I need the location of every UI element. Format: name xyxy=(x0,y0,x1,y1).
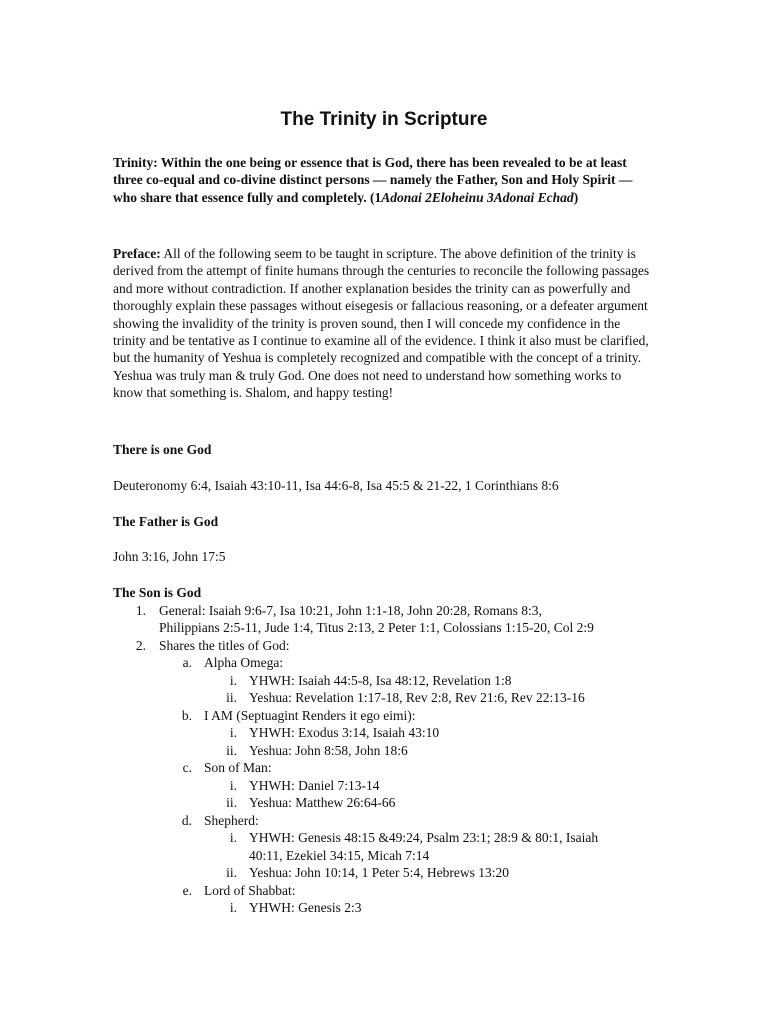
definition-text: Trinity: Within the one being or essence that is God, there has been revealed to be at least three co-equal and co-divine distinct persons — namely the Father, Son and Holy Spirit — who share that essence fully and completely. (1 xyxy=(113,155,633,205)
preface-label: Preface: xyxy=(113,246,161,261)
list-item-text: YHWH: Genesis 48:15 &49:24, Psalm 23:1; 28:9 & 80:1, Isaiah xyxy=(249,830,599,845)
refs-one-god: Deuteronomy 6:4, Isaiah 43:10-11, Isa 44:6-8, Isa 45:5 & 21-22, 1 Corinthians 8:6 xyxy=(113,478,559,493)
list-item-text: Shepherd: xyxy=(204,813,259,828)
list-marker: ii. xyxy=(226,795,237,810)
list-item-text: Philippians 2:5-11, Jude 1:4, Titus 2:13, 2 Peter 1:1, Colossians 1:15-20, Col 2:9 xyxy=(159,620,594,635)
list-marker: d. xyxy=(181,813,192,828)
list-marker: a. xyxy=(182,655,192,670)
list-item-text: General: Isaiah 9:6-7, Isa 10:21, John 1:1-18, John 20:28, Romans 8:3, xyxy=(159,603,542,618)
list-item-text: YHWH: Isaiah 44:5-8, Isa 48:12, Revelation 1:8 xyxy=(249,673,512,688)
definition-hebrew: Adonai 2Eloheinu 3Adonai Echad xyxy=(381,189,574,205)
list-item-text: 40:11, Ezekiel 34:15, Micah 7:14 xyxy=(249,848,430,863)
trinity-definition xyxy=(113,154,653,206)
heading-one-god: There is one God xyxy=(113,442,212,457)
list-item-text: I AM (Septuagint Renders it ego eimi): xyxy=(204,708,416,723)
preface-paragraph xyxy=(113,245,653,402)
list-item-text: YHWH: Daniel 7:13-14 xyxy=(249,778,380,793)
list-item-text: Yeshua: John 10:14, 1 Peter 5:4, Hebrews 13:20 xyxy=(249,865,509,880)
list-marker: ii. xyxy=(226,743,237,758)
list-marker: b. xyxy=(181,708,192,723)
list-marker: 1. xyxy=(135,603,146,618)
list-marker: i. xyxy=(229,900,237,915)
list-marker: e. xyxy=(182,883,192,898)
list-item-text: Yeshua: John 8:58, John 18:6 xyxy=(249,743,408,758)
list-marker: ii. xyxy=(226,690,237,705)
list-item-text: Alpha Omega: xyxy=(204,655,284,670)
heading-son-is-god: The Son is God xyxy=(113,585,202,600)
list-marker: 2. xyxy=(135,638,146,653)
heading-father-is-god: The Father is God xyxy=(113,514,219,529)
list-item-text: Shares the titles of God: xyxy=(159,638,290,653)
list-marker: i. xyxy=(229,778,237,793)
list-item-text: Yeshua: Matthew 26:64-66 xyxy=(249,795,396,810)
list-marker: i. xyxy=(229,830,237,845)
definition-close: ) xyxy=(573,189,579,205)
list-marker: i. xyxy=(229,725,237,740)
list-item-text: Lord of Shabbat: xyxy=(204,883,296,898)
list-marker: c. xyxy=(182,760,192,775)
list-item-text: YHWH: Genesis 2:3 xyxy=(249,900,362,915)
refs-father-is-god: John 3:16, John 17:5 xyxy=(113,549,226,564)
list-item-text: Yeshua: Revelation 1:17-18, Rev 2:8, Rev 21:6, Rev 22:13-16 xyxy=(249,690,585,705)
list-marker: ii. xyxy=(226,865,237,880)
preface-text: All of the following seem to be taught in scripture. The above definition of the trinity is derived from the attempt of finite humans through the centuries to reconcile the following passages and more without contradiction. If another explanation besides the trinity can as powerfully and thoroughly explain these passages without eisegesis or fallacious reasoning, or a defeater argument showing the invalidity of the trinity is proven sound, then I will concede my confidence in the trinity and be tentative as I continue to examine all of the evidence. I think it also must be clarified, but the humanity of Yeshua is completely recognized and compatible with the concept of a trinity. Yeshua was truly man & truly God. One does not need to understand how something works to know that something is. Shalom, and happy testing! xyxy=(113,246,650,401)
list-item-text: YHWH: Exodus 3:14, Isaiah 43:10 xyxy=(249,725,440,740)
list-marker: i. xyxy=(229,673,237,688)
document-title: The Trinity in Scripture xyxy=(280,109,488,130)
list-item-text: Son of Man: xyxy=(204,760,272,775)
